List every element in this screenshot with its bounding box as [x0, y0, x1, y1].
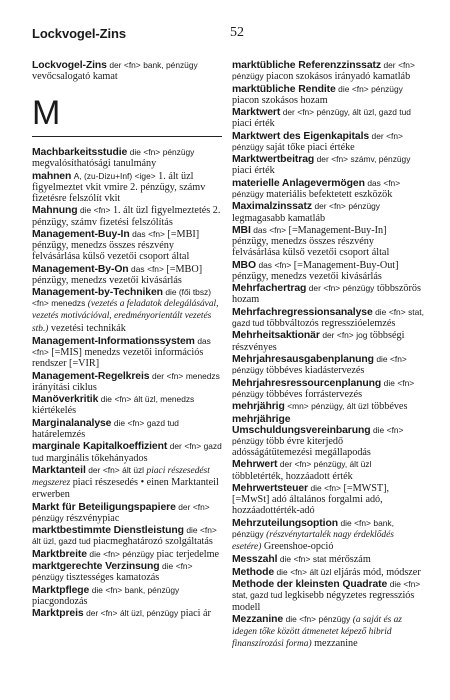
entry-translation: többéves kiadástervezés — [266, 365, 365, 377]
entry-pos: <fn> — [386, 424, 404, 435]
dictionary-entry — [232, 260, 424, 282]
entry-grammar: der — [86, 608, 99, 619]
entry-headword: Management-Regelkreis — [32, 370, 150, 382]
entry-pos: <fn> — [175, 561, 193, 572]
entry-headword: Marktwert des Eigenkapitals — [232, 130, 370, 142]
entry-pos: <fn> — [103, 548, 120, 559]
entry-grammar: der — [371, 130, 384, 141]
entry-translation: vevőcsalogató kamat — [32, 71, 118, 83]
entry-domain: pénzügy, ált üzl, gazd tud — [316, 107, 411, 118]
entry-grammar: die — [129, 147, 141, 158]
entry-headword: Machbarkeitsstudie — [32, 147, 128, 159]
running-headword: Lockvogel-Zins — [32, 26, 126, 41]
entry-translation: többváltozós regresszióelemzés — [266, 317, 396, 329]
dictionary-entry — [32, 264, 222, 286]
entry-grammar: das — [131, 263, 145, 274]
entry-grammar: der — [178, 501, 191, 512]
dictionary-entry — [232, 307, 424, 329]
entry-domain: számv, pénzügy — [350, 154, 411, 165]
dictionary-entry — [32, 525, 222, 547]
entry-pos: <fn> — [383, 177, 401, 188]
entry-grammar: der — [314, 201, 327, 212]
entry-pos: <fn> — [105, 584, 123, 595]
entry-pos: <fn> — [269, 225, 287, 236]
left-column — [32, 60, 222, 621]
entry-headword: Marktwertbeitrag — [232, 154, 315, 166]
dictionary-entry — [232, 107, 424, 129]
entry-pos: <fn> — [102, 465, 120, 476]
entry-headword: Marktanteil — [32, 465, 86, 477]
entry-grammar: die — [383, 377, 395, 388]
dictionary-entry — [32, 336, 222, 369]
entry-headword: marktgerechte Verzinsung — [32, 561, 160, 573]
dictionary-entry — [32, 394, 222, 416]
entry-pos: <fn> — [192, 501, 210, 512]
entry-headword: Methode — [232, 566, 275, 578]
entry-headword: Messzahl — [232, 554, 278, 566]
entry-note: (vezetés a feladatok delegálásával, vezetés motivációval, eredményorientált vezetés stb.) — [32, 299, 219, 334]
entry-grammar: die — [113, 417, 126, 428]
entry-translation: legkisebb négyzetes regressziós modell — [232, 590, 415, 613]
entry-domain: pénzügy — [232, 71, 264, 82]
entry-pos: <fn> — [127, 417, 145, 428]
dictionary-entry — [232, 378, 424, 400]
entry-headword: Mehrjahresausgabenplanung — [232, 354, 374, 366]
entry-grammar: die — [276, 566, 288, 577]
entry-pos: <fn> — [100, 608, 118, 619]
dictionary-entry — [32, 371, 222, 393]
dictionary-entry — [232, 178, 424, 200]
entry-grammar: die (fői tbsz) — [165, 287, 212, 298]
entry-domain: pénzügy — [32, 572, 64, 583]
entry-grammar: der — [88, 465, 101, 476]
entry-domain: stat — [312, 554, 327, 565]
dictionary-entry — [232, 154, 424, 176]
entry-grammar: der — [322, 330, 335, 341]
entry-headword: Mezzanine — [232, 614, 284, 625]
entry-grammar: das — [367, 177, 381, 188]
dictionary-entry — [232, 459, 424, 481]
entry-domain: ált üzl, pénzügy — [119, 608, 179, 619]
entry-headword: Marktpreis — [32, 608, 84, 620]
entry-domain: pénzügy — [32, 512, 64, 523]
entry-pos: <fn> — [386, 130, 403, 141]
entry-pos: <fn> — [390, 354, 407, 365]
entry-headword: Management-By-On — [32, 263, 129, 275]
entry-domain: stat, gazd tud — [232, 590, 283, 601]
dictionary-entry — [232, 579, 424, 612]
dictionary-entry — [232, 330, 424, 352]
entry-headword: Methode der kleinsten Quadrate — [232, 579, 388, 591]
dictionary-entry — [32, 418, 222, 440]
entry-translation: marginális tőkehányados — [46, 452, 148, 464]
entry-translation: piacon szokásos hozam — [232, 94, 328, 106]
entry-headword: Mehrfachertrag — [232, 283, 307, 295]
entry-domain: bank, pénzügy — [124, 584, 180, 595]
dictionary-entry — [32, 465, 222, 500]
entry-domain: bank, pénzügy — [232, 517, 394, 539]
entry-translation: többszörös hozam — [232, 283, 421, 306]
entry-grammar: der — [383, 60, 396, 70]
entry-domain: pénzügy — [371, 83, 403, 94]
entry-domain: pénzügy — [342, 283, 375, 294]
entry-pos: <fn> — [148, 229, 165, 240]
entry-headword: MBI — [232, 225, 251, 237]
dictionary-entry — [32, 502, 222, 524]
dictionary-entry — [232, 483, 424, 516]
entry-translation: vezetési technikák — [50, 322, 126, 334]
entry-domain: ált üzl — [309, 566, 332, 577]
entry-domain: gazd tud — [32, 441, 222, 463]
dictionary-entry — [232, 401, 424, 412]
section-letter: M — [32, 94, 61, 133]
entry-pos: <fn> — [293, 554, 311, 565]
entry-headword: Marktbreite — [32, 548, 87, 560]
entry-translation: kiértékelés — [32, 405, 77, 417]
entry-headword: Lockvogel-Zins — [32, 60, 107, 71]
entry-domain: pénzügy — [162, 147, 195, 158]
section-divider — [32, 136, 222, 137]
entry-translation: [=Management-Buy-Out] pénzügy, menedzs vezetői kivásárlás — [232, 259, 399, 282]
entry-translation: piaci részesedés • einen Marktanteil erwerben — [32, 477, 219, 501]
entry-headword: Marktpflege — [32, 584, 90, 596]
entry-pos: <fn> — [290, 566, 307, 577]
entry-translation: piacgondozás — [32, 596, 88, 607]
dictionary-entry — [32, 229, 222, 262]
entry-translation: határelemzés — [32, 428, 86, 440]
page-number: 52 — [230, 25, 244, 40]
entry-grammar: der — [279, 459, 292, 470]
dictionary-entry — [32, 608, 222, 619]
entry-grammar: das — [253, 225, 267, 236]
entry-grammar: die — [285, 614, 297, 624]
entry-domain: pénzügy, ált üzl — [313, 459, 372, 470]
entry-grammar: die — [338, 83, 350, 94]
dictionary-entry — [232, 225, 424, 258]
entry-pos: <fn> — [354, 517, 371, 528]
entry-note: piaci részesedést megszerez — [32, 466, 210, 489]
entry-pos: <fn> — [123, 60, 141, 70]
entry-headword: MBO — [232, 259, 256, 271]
entry-headword: Mehrjahresressourcenplanung — [232, 377, 382, 389]
entry-domain: stat, gazd tud — [232, 306, 424, 328]
entry-translation: eljárás mód, módszer — [333, 566, 421, 578]
entry-translation: piaci érték — [232, 118, 275, 130]
entry-grammar: der — [109, 60, 122, 70]
dictionary-entry — [32, 549, 222, 560]
entry-pos: <fn> — [336, 330, 354, 341]
entry-translation: 1. ált üzl figyelmeztet vkit vmire 2. pénzügy, számv fizetésre felszólít vkit — [32, 170, 206, 204]
entry-headword: mahnen — [32, 170, 72, 182]
entry-translation: [=Management-Buy-In] pénzügy, menedzs összes részvény felvásárlása külső vezetői csoport által — [232, 225, 390, 259]
entry-pos: <fn> — [147, 263, 164, 274]
entry-domain: pénzügy — [348, 201, 380, 212]
dictionary-entry — [232, 60, 424, 82]
entry-grammar: die — [79, 205, 92, 216]
entry-domain: ált üzl, gazd tud — [32, 536, 91, 547]
entry-pos: <fn> — [166, 370, 184, 381]
entry-headword: Markt für Beteiligungspapiere — [32, 501, 176, 513]
entry-translation: [=MBO] pénzügy, menedzs vezetői kivásárlás — [32, 263, 203, 286]
entry-headword: mehrjährige Umschuldungsvereinbarung — [232, 413, 371, 436]
entry-translation: irányítási ciklus — [32, 381, 97, 393]
entry-headword: Management-Informationssystem — [32, 336, 195, 348]
entry-headword: Mehrwert — [232, 459, 278, 471]
entry-pos: <fn> — [114, 394, 132, 405]
entry-headword: marktübliche Referenzzinssatz — [232, 60, 381, 71]
entry-pos: <fn> — [184, 441, 202, 452]
entry-pos: <fn> — [200, 525, 217, 536]
entry-translation: [=MBI] pénzügy, menedzs összes részvény felvásárlása külső vezetői csoport által — [32, 229, 200, 263]
entry-grammar: die — [372, 424, 385, 435]
entry-pos: <fn> — [397, 377, 415, 388]
entry-translation: mérőszám — [328, 554, 371, 566]
page-header — [32, 26, 426, 44]
entry-headword: Marginalanalyse — [32, 417, 112, 429]
dictionary-entry — [232, 354, 424, 376]
entry-pos: <fn> — [331, 154, 349, 165]
dictionary-entry — [32, 287, 222, 334]
entry-headword: Mehrheitsaktionär — [232, 330, 320, 342]
entry-domain: pénzügy — [232, 388, 264, 399]
entry-pos: <fn> — [299, 614, 317, 624]
entry-grammar: die — [186, 525, 198, 536]
entry-domain: jog — [356, 330, 368, 341]
entry-pos: <fn> — [329, 201, 346, 212]
dictionary-entry — [32, 561, 222, 583]
entry-translation: materiális befektetett eszközök — [266, 188, 393, 200]
entry-grammar: der — [169, 441, 182, 452]
entry-pos: <fn> — [274, 259, 292, 270]
entry-domain: pénzügy — [232, 365, 264, 376]
entry-domain: ált üzl — [122, 465, 145, 476]
entry-headword: marktbestimmte Dienstleistung — [32, 525, 184, 537]
entry-translation: tisztességes kamatozás — [66, 572, 160, 584]
entry-headword: Management-by-Techniken — [32, 287, 163, 299]
dictionary-entry — [232, 567, 424, 578]
entry-pos: <ige> — [134, 170, 156, 181]
entry-translation: [=MWST], [=MwSt] adó általános forgalmi adó, hozzáadottérték-adó — [232, 483, 390, 517]
entry-translation: megvalósíthatósági tanulmány — [32, 158, 157, 170]
entry-grammar: die — [389, 579, 401, 590]
entry-domain: pénzügy — [232, 435, 264, 446]
entry-grammar: der — [316, 154, 329, 165]
dictionary-entry — [32, 60, 222, 82]
entry-headword: Manöverkritik — [32, 394, 99, 406]
dictionary-entry — [32, 147, 222, 169]
entry-domain: pénzügy — [318, 614, 351, 624]
dictionary-entry — [232, 201, 424, 223]
entry-pos: <fn> — [32, 298, 49, 309]
entry-headword: mehrjährig — [232, 401, 285, 413]
entry-grammar: der — [151, 370, 165, 381]
entry-pos: <mn> — [287, 401, 309, 412]
left-entry-list — [32, 147, 222, 619]
entry-pos: <fn> — [93, 205, 111, 216]
entry-pos: <fn> — [143, 147, 161, 158]
entry-grammar: die — [340, 517, 352, 528]
dictionary-entry — [232, 614, 424, 650]
entry-grammar: die — [162, 561, 174, 572]
entry-domain: pénzügy — [122, 548, 155, 559]
entry-translation: mezzanine — [314, 638, 358, 650]
entry-grammar: die — [376, 354, 388, 365]
entry-grammar: die — [100, 394, 112, 405]
entry-headword: Mehrwertsteuer — [232, 483, 308, 495]
entry-translation: 1. ált üzl figyelmeztetés 2. pénzügy, számv fizetési felszólítás — [32, 205, 221, 228]
entry-pos: <fn> — [388, 306, 406, 317]
entry-domain: bank, pénzügy — [143, 60, 198, 70]
entry-grammar: das — [132, 229, 146, 240]
entry-domain: pénzügy — [232, 141, 264, 152]
entry-note: (a saját és az idegen tőke között átmenetet képező hibrid finanszírozási forma) — [232, 615, 402, 650]
entry-headword: Management-Buy-In — [32, 229, 130, 241]
entry-grammar: A, (zu-Dizu+Inf) — [73, 170, 133, 181]
entry-pos: <fn> — [351, 83, 369, 94]
entry-translation: [=MIS] menedzs vezetői információs rendszer [=VIR] — [32, 347, 204, 370]
entry-pos: <fn> — [294, 459, 312, 470]
entry-translation: legmagasabb kamatláb — [232, 212, 326, 224]
entry-translation: részvénypiac — [66, 512, 120, 524]
dictionary-entry — [32, 171, 222, 204]
entry-domain: gazd tud — [146, 417, 179, 428]
entry-grammar: das — [197, 336, 211, 347]
entry-translation: többletérték, hozzáadott érték — [232, 470, 353, 482]
entry-headword: marginale Kapitalkoeffizient — [32, 441, 168, 453]
entry-pos: <fn> — [32, 347, 49, 358]
entry-pos: <fn> — [324, 483, 341, 494]
dictionary-entry — [32, 205, 222, 227]
entry-note: (részvénytartalék nagy érdeklődés esetére) — [232, 529, 394, 552]
entry-pos: <fn> — [403, 579, 421, 590]
dictionary-entry — [232, 84, 424, 106]
entry-grammar: der — [308, 283, 321, 294]
right-entry-list — [232, 60, 424, 650]
entry-grammar: der — [282, 107, 295, 118]
entry-headword: materielle Anlagevermögen — [232, 177, 365, 189]
entry-domain: menedzs — [51, 298, 86, 309]
entry-pos: <fn> — [398, 60, 415, 70]
entry-grammar: die — [375, 306, 387, 317]
entry-translation: piacmeghatározó szolgáltatás — [93, 536, 213, 548]
entry-headword: marktübliche Rendite — [232, 83, 336, 95]
dictionary-entry — [232, 131, 424, 153]
entry-grammar: das — [258, 259, 272, 270]
right-column — [232, 60, 424, 652]
entry-translation: Greenshoe-opció — [263, 540, 334, 552]
entry-pos: <fn> — [323, 283, 341, 294]
entry-headword: Mehrzuteilungsoption — [232, 517, 338, 529]
dictionary-entry — [232, 414, 424, 458]
dictionary-entry — [232, 518, 424, 553]
entry-grammar: die — [279, 554, 292, 565]
entry-headword: Mahnung — [32, 205, 78, 217]
entry-grammar: die — [91, 584, 103, 595]
entry-domain: menedzs — [185, 370, 220, 381]
entry-translation: többéves forrástervezés — [266, 388, 363, 400]
entry-headword: Marktwert — [232, 107, 281, 119]
dictionary-entry — [232, 554, 424, 565]
entry-headword: Mehrfachregressionsanalyse — [232, 306, 373, 318]
dictionary-entry — [32, 585, 222, 607]
dictionary-entry — [232, 283, 424, 305]
entry-headword: Maximalzinssatz — [232, 201, 312, 213]
dictionary-entry — [32, 441, 222, 463]
entry-grammar: die — [89, 548, 101, 559]
entry-translation: saját tőke piaci értéke — [266, 141, 355, 153]
entry-translation: piacon szokásos irányadó kamatláb — [266, 71, 411, 83]
entry-domain: pénzügy — [232, 188, 264, 199]
entry-translation: többségi részvényes — [232, 330, 405, 353]
entry-translation: piaci ár — [180, 608, 211, 620]
entry-pos: <fn> — [297, 107, 315, 118]
entry-translation: többéves — [371, 401, 408, 413]
entry-translation: piaci érték — [232, 165, 275, 177]
entry-domain: ált üzl, menedzs — [133, 394, 195, 405]
entry-translation: piac terjedelme — [156, 548, 220, 560]
entry-domain: pénzügy, ált üzl — [311, 401, 369, 412]
entry-grammar: die — [310, 483, 322, 494]
entry-translation: több évre kiterjedő adósságátütemezési megállapodás — [232, 435, 371, 458]
